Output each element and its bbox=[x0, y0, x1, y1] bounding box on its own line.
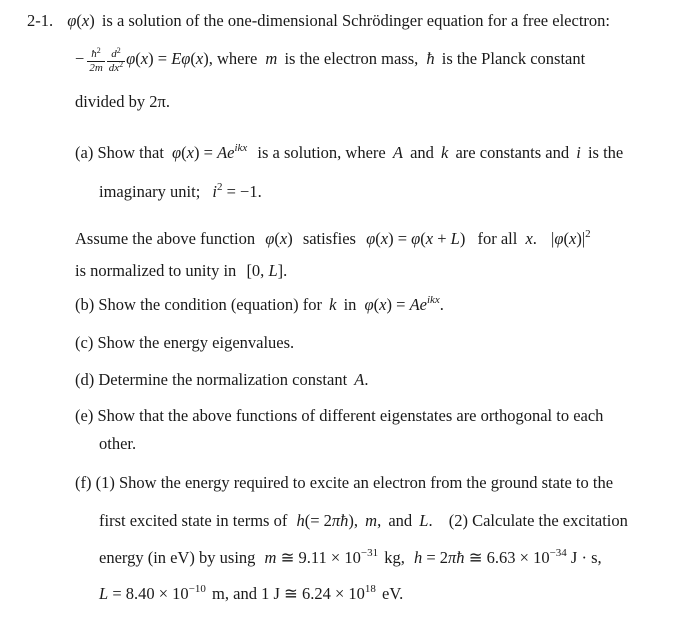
part-d: (d) Determine the normalization constant A. bbox=[75, 370, 369, 389]
part-e-line1: (e) Show that the above functions of different eigenstates are orthogonal to each bbox=[75, 406, 604, 425]
part-b: (b) Show the condition (equation) for k in $\varphi(x) = Ae^{ikx}$. bbox=[75, 294, 444, 314]
assume-line1: Assume the above function φ(x) satisfies φ(x) = φ(x + L) for all x. $|\varphi(x)|^2$ bbox=[75, 228, 591, 248]
part-f-line4: $L = 8.40 \times 10^{-10}$ m, and 1 J ≅ $6.24 \times 10^{18}$ eV. bbox=[99, 583, 404, 603]
part-e-line2: other. bbox=[99, 434, 137, 453]
problem-number: 2-1. bbox=[27, 11, 54, 30]
part-a-line1: (a) Show that $\varphi(x) = Ae^{ikx}$ is a solution, where A and k are constants and i is the bbox=[75, 142, 624, 162]
assume-line2: is normalized to unity in [0, L]. bbox=[75, 261, 288, 280]
part-f-line3: energy (in eV) by using m ≅ $9.11 \times 10^{-31}$ kg, h = 2πħ ≅ $6.63 \times 10^{-34}$ J · s, bbox=[99, 547, 602, 567]
part-a-line2: imaginary unit; $i^2 = -1$. bbox=[99, 181, 262, 201]
part-f-line2: first excited state in terms of h(= 2πħ), m, and L. (2) Calculate the excitation bbox=[99, 511, 628, 530]
part-f-line1: (f) (1) Show the energy required to excite an electron from the ground state to the bbox=[75, 473, 614, 492]
problem-intro: 2-1. φ(x) is a solution of the one-dimensional Schrödinger equation for a free electron: bbox=[27, 11, 610, 30]
schrodinger-equation: − $\frac{ħ^2}{2m}$ $\frac{d^2}{dx^2}$ φ(x) = Eφ(x), where m is the electron mass, ħ is the Planck constant bbox=[75, 45, 586, 74]
divided-by-line: divided by 2π. bbox=[75, 92, 170, 111]
part-c: (c) Show the energy eigenvalues. bbox=[75, 333, 295, 352]
